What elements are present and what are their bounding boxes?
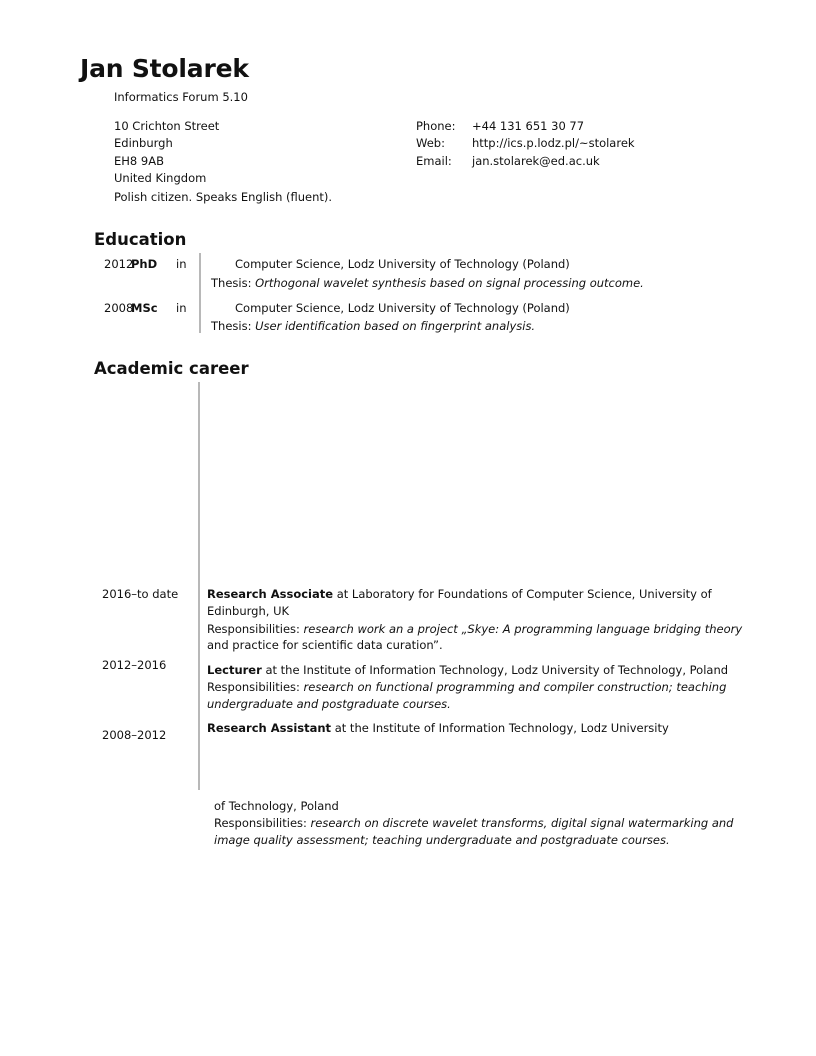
career-dates: 2008–2012 xyxy=(102,728,167,742)
career-responsibilities xyxy=(207,622,743,636)
career-responsibilities-cont: undergraduate and postgraduate courses. xyxy=(207,697,451,711)
thesis-title: Orthogonal wavelet synthesis based on signal processing outcome. xyxy=(255,276,644,290)
career-dates: 2012–2016 xyxy=(102,658,167,672)
education-degree: MSc xyxy=(131,301,158,315)
career-responsibilities xyxy=(207,680,727,694)
cv-name: Jan Stolarek xyxy=(80,54,249,83)
address-line: Edinburgh xyxy=(114,136,173,150)
career-role: Research Assistant xyxy=(207,721,332,735)
career-dates: 2016–to date xyxy=(102,587,179,601)
career-responsibilities-cont: and practice for scientific data curation”. xyxy=(207,638,443,652)
section-divider xyxy=(199,253,201,333)
career-place-cont: Edinburgh, UK xyxy=(207,604,290,618)
education-field: Computer Science, Lodz University of Technology (Poland) xyxy=(235,257,570,271)
contact-label-phone: Phone: xyxy=(416,119,456,133)
career-responsibilities-cont: image quality assessment; teaching undergraduate and postgraduate courses. xyxy=(214,833,670,847)
education-field: Computer Science, Lodz University of Technology (Poland) xyxy=(235,301,570,315)
section-title-education: Education xyxy=(94,230,187,249)
responsibilities-text: research on functional programming and compiler construction; teaching xyxy=(303,680,727,694)
address-line: United Kingdom xyxy=(114,171,207,185)
responsibilities-label: Responsibilities: xyxy=(214,816,307,830)
section-title-academic-career: Academic career xyxy=(94,359,249,378)
contact-phone: +44 131 651 30 77 xyxy=(472,119,585,133)
career-position xyxy=(207,587,712,601)
career-place: at Laboratory for Foundations of Computer Science, University of xyxy=(336,587,712,601)
contact-label-web: Web: xyxy=(416,136,445,150)
career-place: at the Institute of Information Technology, Lodz University of Technology, Poland xyxy=(265,663,729,677)
education-degree: PhD xyxy=(131,257,158,271)
career-role: Lecturer xyxy=(207,663,262,677)
responsibilities-label: Responsibilities: xyxy=(207,680,300,694)
responsibilities-text: research on discrete wavelet transforms, digital signal watermarking and xyxy=(310,816,734,830)
career-place-cont: of Technology, Poland xyxy=(214,799,339,813)
education-thesis xyxy=(211,276,644,290)
thesis-label: Thesis: xyxy=(211,276,252,290)
education-in: in xyxy=(176,257,187,271)
education-year: 2012 xyxy=(104,257,134,271)
career-position xyxy=(207,663,728,677)
contact-email: jan.stolarek@ed.ac.uk xyxy=(472,154,600,168)
education-year: 2008 xyxy=(104,301,134,315)
career-responsibilities xyxy=(214,816,734,830)
responsibilities-label: Responsibilities: xyxy=(207,622,300,636)
education-thesis xyxy=(211,319,535,333)
thesis-title: User identification based on fingerprint analysis. xyxy=(255,319,536,333)
responsibilities-text: research work an a project „Skye: A programming language bridging theory xyxy=(303,622,743,636)
contact-web: http://ics.p.lodz.pl/~stolarek xyxy=(472,136,635,150)
citizenship-note: Polish citizen. Speaks English (fluent). xyxy=(114,190,333,204)
career-position xyxy=(207,721,669,735)
address-line: EH8 9AB xyxy=(114,154,164,168)
thesis-label: Thesis: xyxy=(211,319,252,333)
education-in: in xyxy=(176,301,187,315)
address-line: 10 Crichton Street xyxy=(114,119,220,133)
section-divider xyxy=(198,382,200,790)
office-location: Informatics Forum 5.10 xyxy=(114,90,248,104)
contact-label-email: Email: xyxy=(416,154,452,168)
career-role: Research Associate xyxy=(207,587,334,601)
career-place: at the Institute of Information Technology, Lodz University xyxy=(334,721,669,735)
